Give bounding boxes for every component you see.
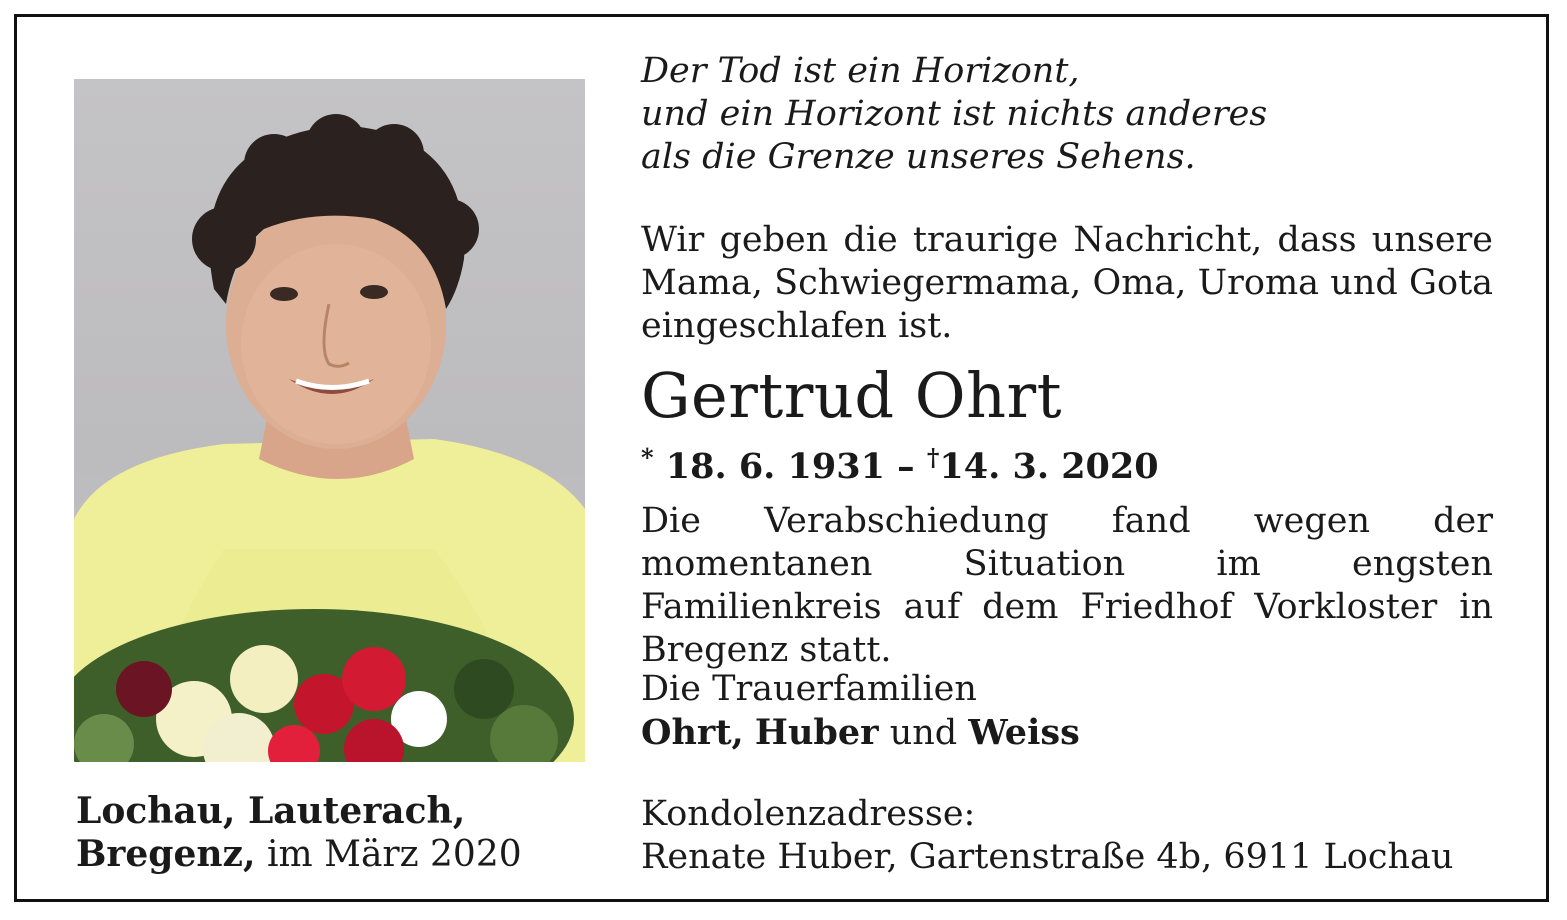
birth-symbol: * — [641, 443, 654, 472]
families-label: Die Trauerfamilien — [641, 669, 977, 709]
locations-city: Bregenz, — [76, 833, 256, 875]
mourning-families — [641, 668, 1493, 755]
family-name-weiss: Weiss — [968, 712, 1080, 753]
quote — [641, 50, 1493, 179]
family-name-huber: Huber — [754, 712, 879, 753]
quote-line-2: und ein Horizont ist nichts anderes — [641, 94, 1268, 134]
farewell-text: Die Verabschiedung fand wegen der momentanen Situation im engsten Familienkreis auf dem Friedhof Vorkloster in Bregenz statt. — [641, 501, 1493, 670]
locations-date: im März 2020 — [266, 834, 522, 875]
locations-line2 — [76, 833, 522, 876]
death-date: 14. 3. 2020 — [939, 446, 1159, 487]
portrait-photo — [74, 79, 585, 762]
families-conjunction: und — [889, 713, 958, 753]
life-dates — [641, 436, 1493, 489]
date-separator: – — [897, 446, 915, 487]
deceased-name: Gertrud Ohrt — [641, 359, 1063, 432]
condolence-label: Kondolenzadresse: — [641, 794, 976, 834]
death-symbol: † — [926, 443, 940, 472]
quote-line-3: als die Grenze unseres Sehens. — [641, 137, 1196, 177]
quote-line-1: Der Tod ist ein Horizont, — [641, 51, 1080, 91]
condolence-address-line: Renate Huber, Gartenstraße 4b, 6911 Lochau — [641, 837, 1454, 877]
families-names — [641, 711, 1493, 755]
birth-date: 18. 6. 1931 — [665, 446, 885, 487]
locations — [76, 790, 522, 876]
announcement-text: Wir geben die traurige Nachricht, dass unsere Mama, Schwiegermama, Oma, Uroma und Gota eingeschlafen ist. — [641, 220, 1493, 346]
family-name-ohrt: Ohrt, — [641, 712, 744, 753]
condolence-address — [641, 793, 1493, 879]
locations-line1: Lochau, Lauterach, — [76, 790, 466, 832]
